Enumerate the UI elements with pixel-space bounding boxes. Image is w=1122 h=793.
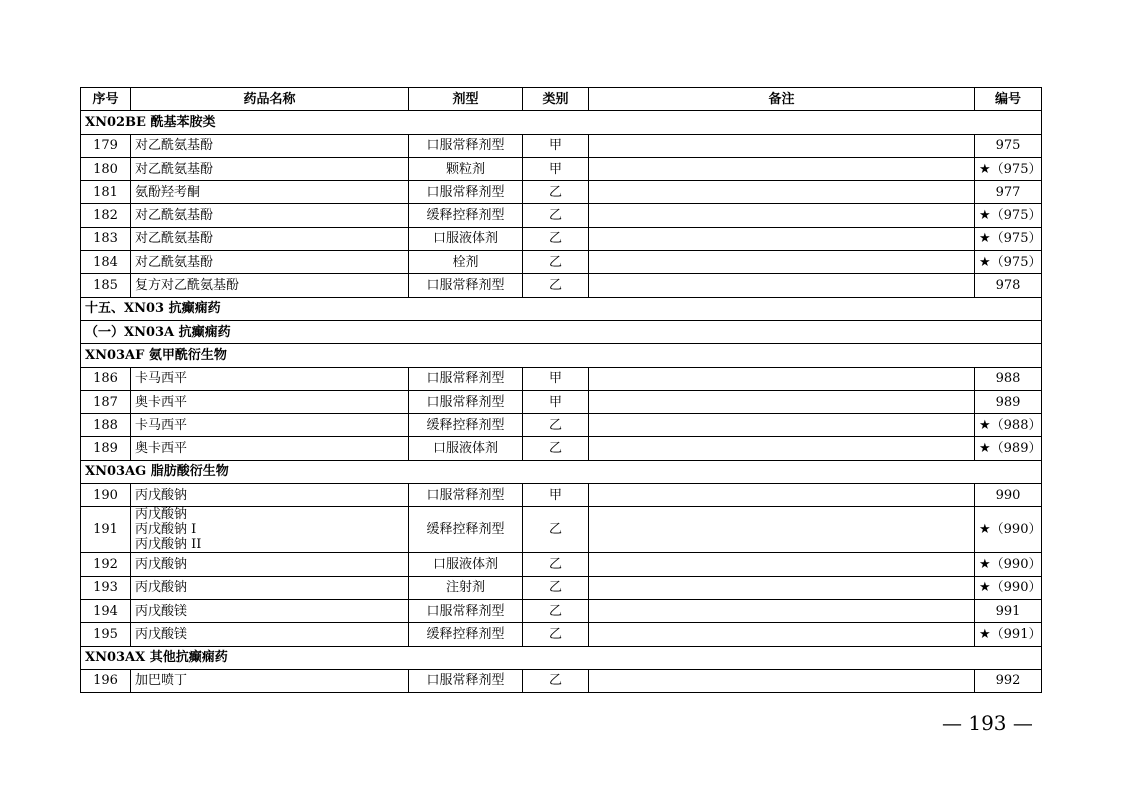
cell-category: 乙	[523, 507, 589, 553]
section-row	[81, 320, 1042, 343]
drug-name-line: 加巴喷丁	[135, 673, 188, 689]
table-row	[81, 367, 1042, 390]
table-row	[81, 669, 1042, 692]
cell-drug-name	[131, 157, 409, 180]
table-row	[81, 181, 1042, 204]
cell-drug-name	[131, 274, 409, 297]
cell-code: ★（991）	[975, 623, 1042, 646]
cell-category: 甲	[523, 390, 589, 413]
cell-number: 196	[81, 669, 131, 692]
cell-category: 乙	[523, 414, 589, 437]
table-row	[81, 251, 1042, 274]
cell-remarks	[589, 576, 975, 599]
cell-dosage-form: 口服常释剂型	[409, 484, 523, 507]
table-row	[81, 157, 1042, 180]
cell-drug-name	[131, 669, 409, 692]
cell-category: 乙	[523, 669, 589, 692]
cell-category: 甲	[523, 484, 589, 507]
cell-number: 185	[81, 274, 131, 297]
cell-category: 乙	[523, 553, 589, 576]
cell-dosage-form: 缓释控释剂型	[409, 414, 523, 437]
cell-code: 988	[975, 367, 1042, 390]
cell-number: 188	[81, 414, 131, 437]
cell-code: ★（975）	[975, 251, 1042, 274]
cell-dosage-form: 颗粒剂	[409, 157, 523, 180]
cell-drug-name	[131, 134, 409, 157]
page-number: — 193 —	[942, 711, 1033, 735]
table-header-row	[81, 88, 1042, 111]
table-row	[81, 553, 1042, 576]
cell-remarks	[589, 367, 975, 390]
cell-dosage-form: 口服常释剂型	[409, 134, 523, 157]
cell-remarks	[589, 181, 975, 204]
drug-name-line: 奥卡西平	[135, 441, 188, 457]
drug-name-line: 复方对乙酰氨基酚	[135, 278, 240, 294]
cell-category: 甲	[523, 157, 589, 180]
cell-dosage-form: 注射剂	[409, 576, 523, 599]
cell-code: ★（989）	[975, 437, 1042, 460]
cell-category: 乙	[523, 251, 589, 274]
cell-remarks	[589, 274, 975, 297]
cell-drug-name	[131, 367, 409, 390]
cell-remarks	[589, 599, 975, 622]
cell-category: 乙	[523, 599, 589, 622]
drug-name-line: 对乙酰氨基酚	[135, 254, 214, 270]
section-row	[81, 111, 1042, 134]
cell-category: 乙	[523, 204, 589, 227]
cell-code: 977	[975, 181, 1042, 204]
table-row	[81, 437, 1042, 460]
cell-number: 184	[81, 251, 131, 274]
cell-code: ★（975）	[975, 204, 1042, 227]
cell-category: 甲	[523, 134, 589, 157]
section-heading: 十五、XN03 抗癫痫药	[81, 297, 1042, 320]
table-row	[81, 576, 1042, 599]
cell-dosage-form: 口服常释剂型	[409, 599, 523, 622]
table-row	[81, 623, 1042, 646]
cell-remarks	[589, 157, 975, 180]
cell-remarks	[589, 227, 975, 250]
section-row	[81, 460, 1042, 483]
table-row	[81, 204, 1042, 227]
cell-number: 180	[81, 157, 131, 180]
cell-code: ★（990）	[975, 507, 1042, 553]
section-row	[81, 646, 1042, 669]
cell-number: 195	[81, 623, 131, 646]
cell-dosage-form: 口服常释剂型	[409, 669, 523, 692]
drug-name-line: 丙戊酸钠	[135, 507, 188, 523]
cell-drug-name	[131, 437, 409, 460]
drug-name-line: 氨酚羟考酮	[135, 184, 201, 200]
cell-drug-name	[131, 390, 409, 413]
cell-number: 191	[81, 507, 131, 553]
cell-category: 甲	[523, 367, 589, 390]
cell-code: ★（988）	[975, 414, 1042, 437]
cell-dosage-form: 口服液体剂	[409, 553, 523, 576]
drug-name-line: 对乙酰氨基酚	[135, 138, 214, 154]
cell-number: 183	[81, 227, 131, 250]
cell-drug-name	[131, 484, 409, 507]
cell-drug-name	[131, 623, 409, 646]
drug-name-line: 丙戊酸钠 I	[135, 522, 197, 538]
drug-name-line: 卡马西平	[135, 417, 188, 433]
drug-name-line: 丙戊酸钠	[135, 580, 188, 596]
cell-drug-name	[131, 599, 409, 622]
cell-number: 179	[81, 134, 131, 157]
drug-name-line: 对乙酰氨基酚	[135, 231, 214, 247]
cell-number: 194	[81, 599, 131, 622]
cell-remarks	[589, 623, 975, 646]
table-row	[81, 507, 1042, 553]
cell-category: 乙	[523, 576, 589, 599]
cell-dosage-form: 口服常释剂型	[409, 390, 523, 413]
section-heading: XN03AG 脂肪酸衍生物	[81, 460, 1042, 483]
cell-remarks	[589, 669, 975, 692]
table-row	[81, 227, 1042, 250]
cell-drug-name	[131, 227, 409, 250]
cell-number: 193	[81, 576, 131, 599]
header-dosage-form: 剂型	[409, 88, 523, 111]
cell-code: 975	[975, 134, 1042, 157]
drug-name-line: 丙戊酸钠	[135, 556, 188, 572]
cell-code: ★（975）	[975, 227, 1042, 250]
cell-code: 991	[975, 599, 1042, 622]
cell-category: 乙	[523, 181, 589, 204]
section-heading: XN03AF 氨甲酰衍生物	[81, 344, 1042, 367]
cell-dosage-form: 栓剂	[409, 251, 523, 274]
cell-drug-name	[131, 181, 409, 204]
cell-dosage-form: 口服常释剂型	[409, 181, 523, 204]
cell-number: 187	[81, 390, 131, 413]
cell-remarks	[589, 204, 975, 227]
drug-table	[80, 87, 1042, 693]
cell-drug-name	[131, 204, 409, 227]
table-body	[81, 111, 1042, 693]
section-heading: XN02BE 酰基苯胺类	[81, 111, 1042, 134]
cell-code: 992	[975, 669, 1042, 692]
cell-code: ★（990）	[975, 553, 1042, 576]
cell-code: 989	[975, 390, 1042, 413]
cell-category: 乙	[523, 274, 589, 297]
cell-number: 181	[81, 181, 131, 204]
cell-dosage-form: 缓释控释剂型	[409, 204, 523, 227]
cell-dosage-form: 口服液体剂	[409, 437, 523, 460]
cell-number: 189	[81, 437, 131, 460]
cell-code: ★（975）	[975, 157, 1042, 180]
table-row	[81, 414, 1042, 437]
table-row	[81, 390, 1042, 413]
cell-dosage-form: 口服常释剂型	[409, 274, 523, 297]
cell-drug-name	[131, 251, 409, 274]
drug-name-line: 卡马西平	[135, 371, 188, 387]
cell-code: 978	[975, 274, 1042, 297]
cell-remarks	[589, 437, 975, 460]
cell-code: ★（990）	[975, 576, 1042, 599]
cell-dosage-form: 缓释控释剂型	[409, 623, 523, 646]
table-row	[81, 134, 1042, 157]
cell-remarks	[589, 390, 975, 413]
header-code: 编号	[975, 88, 1042, 111]
drug-name-line: 丙戊酸钠 II	[135, 537, 202, 553]
cell-category: 乙	[523, 623, 589, 646]
cell-drug-name	[131, 507, 409, 553]
table-row	[81, 274, 1042, 297]
drug-name-line: 丙戊酸镁	[135, 603, 188, 619]
header-remarks: 备注	[589, 88, 975, 111]
table-row	[81, 484, 1042, 507]
cell-remarks	[589, 251, 975, 274]
cell-remarks	[589, 507, 975, 553]
header-number: 序号	[81, 88, 131, 111]
cell-category: 乙	[523, 227, 589, 250]
cell-dosage-form: 口服常释剂型	[409, 367, 523, 390]
cell-remarks	[589, 134, 975, 157]
cell-number: 182	[81, 204, 131, 227]
cell-category: 乙	[523, 437, 589, 460]
section-row	[81, 297, 1042, 320]
header-category: 类别	[523, 88, 589, 111]
drug-name-line: 对乙酰氨基酚	[135, 208, 214, 224]
cell-drug-name	[131, 553, 409, 576]
cell-number: 186	[81, 367, 131, 390]
cell-remarks	[589, 553, 975, 576]
section-row	[81, 344, 1042, 367]
cell-dosage-form: 缓释控释剂型	[409, 507, 523, 553]
drug-name-line: 奥卡西平	[135, 394, 188, 410]
cell-remarks	[589, 484, 975, 507]
cell-dosage-form: 口服液体剂	[409, 227, 523, 250]
cell-drug-name	[131, 576, 409, 599]
section-heading: （一）XN03A 抗癫痫药	[81, 320, 1042, 343]
drug-name-line: 丙戊酸镁	[135, 626, 188, 642]
drug-name-line: 丙戊酸钠	[135, 487, 188, 503]
cell-drug-name	[131, 414, 409, 437]
cell-code: 990	[975, 484, 1042, 507]
cell-number: 190	[81, 484, 131, 507]
section-heading: XN03AX 其他抗癫痫药	[81, 646, 1042, 669]
table-row	[81, 599, 1042, 622]
drug-name-line: 对乙酰氨基酚	[135, 161, 214, 177]
header-drug-name: 药品名称	[131, 88, 409, 111]
cell-remarks	[589, 414, 975, 437]
cell-number: 192	[81, 553, 131, 576]
